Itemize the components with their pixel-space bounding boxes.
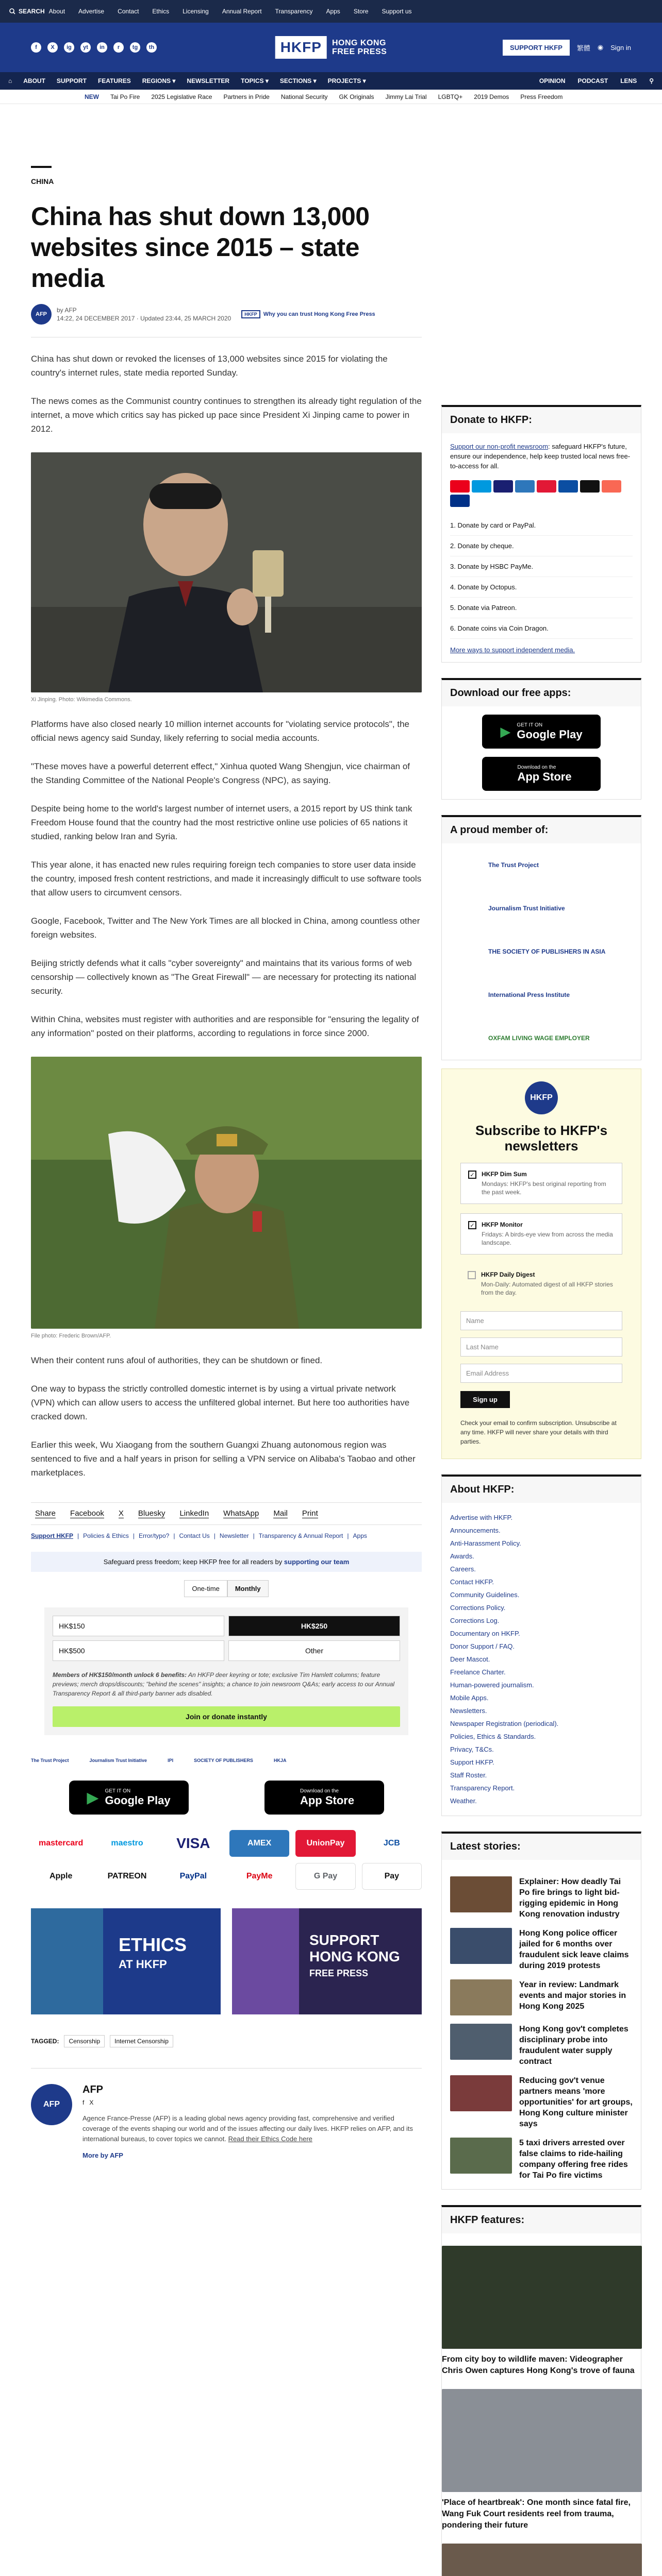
byline — [31, 304, 422, 325]
top-link-licensing[interactable]: Licensing — [183, 8, 209, 15]
x-icon[interactable]: X — [47, 42, 58, 53]
member-logo[interactable]: THE SOCIETY OF PUBLISHERS IN ASIA — [488, 948, 606, 955]
donate-box — [44, 1607, 408, 1735]
newsletter-signup-button[interactable]: Sign up — [460, 1391, 510, 1408]
about-list — [442, 1503, 641, 1816]
about-link[interactable]: Announcements. — [450, 1527, 501, 1534]
main-nav — [0, 72, 662, 90]
top-link-annual-report[interactable]: Annual Report — [222, 8, 262, 15]
top-link-store[interactable]: Store — [353, 8, 369, 15]
story-thumbnail[interactable] — [450, 1876, 512, 1912]
trust-link[interactable] — [241, 310, 375, 318]
sidebar-google-play[interactable]: ▶ GET IT ON Google Play — [482, 715, 601, 749]
nav-podcast[interactable]: PODCAST — [577, 77, 608, 84]
paypal-logo: PayPal — [163, 1863, 223, 1890]
hkfp-badge-icon: HKFP — [525, 1081, 558, 1114]
about-link[interactable]: Anti-Harassment Policy. — [450, 1539, 521, 1547]
about-link[interactable]: Contact HKFP. — [450, 1578, 494, 1586]
sidebar-app-store[interactable]: Download on the App Store — [482, 757, 601, 791]
latest-story[interactable] — [450, 1876, 633, 1920]
story-thumbnail[interactable] — [450, 1928, 512, 1964]
about-link[interactable]: Community Guidelines. — [450, 1591, 520, 1599]
checkbox-checked-icon[interactable]: ✓ — [468, 1171, 476, 1179]
nav-features[interactable]: FEATURES — [97, 77, 131, 84]
article-paragraph: China has shut down or revoked the licenses of 13,000 websites since 2015 for violating the country's internet rules, state media reported Sunday. — [31, 354, 388, 378]
nav-opinion[interactable]: OPINION — [539, 77, 566, 84]
unionpay-icon — [537, 480, 556, 493]
article-paragraph: When their content runs afoul of authorities, they can be shutdown or fined. — [31, 1355, 323, 1365]
sidebar — [441, 104, 641, 2576]
apple-pay-logo: Apple — [31, 1863, 91, 1890]
feature-image[interactable] — [442, 2389, 642, 2492]
about-link[interactable]: Privacy, T&Cs. — [450, 1745, 494, 1753]
story-title[interactable]: Reducing gov't venue partners means 'more opportunities' for art groups, Hong Kong culture minister says — [519, 2076, 633, 2128]
site-header — [0, 23, 662, 72]
instagram-icon[interactable]: ig — [64, 42, 74, 53]
amount-other[interactable]: Other — [228, 1640, 400, 1661]
feature-title[interactable]: From city boy to wildlife maven: Videographer Chris Owen captures Hong Kong's trove of fauna — [442, 2355, 635, 2375]
foot-link[interactable]: Policies & Ethics — [83, 1532, 129, 1539]
story-thumbnail[interactable] — [450, 1979, 512, 2015]
foot-link[interactable]: Contact Us — [179, 1532, 210, 1539]
article-main — [31, 104, 422, 2576]
reddit-icon[interactable]: r — [113, 42, 124, 53]
apple-pay-small-logo: Pay — [362, 1863, 422, 1890]
trending-item[interactable]: 2019 Demos — [474, 93, 509, 100]
article-date: 14:22, 24 DECEMBER 2017 · Updated 23:44, 25 MARCH 2020 — [57, 315, 231, 322]
apps-widget — [441, 678, 641, 800]
amex-icon — [515, 480, 535, 493]
about-link[interactable]: Mobile Apps. — [450, 1694, 489, 1702]
amount-option[interactable]: HK$150 — [53, 1616, 224, 1636]
app-store-badges — [31, 1781, 422, 1815]
feature-story[interactable] — [442, 2544, 641, 2576]
share-facebook[interactable]: Facebook — [70, 1509, 104, 1518]
donate-widget-link[interactable]: Support our non-profit newsroom — [450, 443, 549, 450]
top-link-apps[interactable]: Apps — [326, 8, 340, 15]
first-name-field[interactable]: Name — [460, 1311, 622, 1330]
about-link[interactable]: Staff Roster. — [450, 1771, 487, 1779]
trending-tag: NEW — [85, 93, 99, 100]
about-link[interactable]: Newspaper Registration (periodical). — [450, 1720, 559, 1727]
sign-in-link[interactable]: Sign in — [610, 43, 631, 52]
search-icon — [9, 8, 15, 14]
article-paragraph: Earlier this week, Wu Xiaogang from the southern Guangxi Zhuang autonomous region was sentenced to five and a half years in prison for selling a VPN service on Alibaba's Taobao and other marketplaces. — [31, 1440, 416, 1478]
features-list — [442, 2246, 641, 2576]
author-box — [31, 2068, 422, 2159]
donate-option[interactable]: 4. Donate by Octopus. — [450, 577, 633, 598]
promo-banners — [31, 1908, 422, 2014]
promo-title: SUPPORT HONG KONG — [309, 1932, 400, 1964]
article-foot-links: Support HKFP | Policies & Ethics | Error/typo? | Contact Us | Newsletter | Transparency & Annual Report | Apps — [31, 1532, 367, 1539]
top-link-ethics[interactable]: Ethics — [152, 8, 170, 15]
member-logo[interactable]: The Trust Project — [488, 861, 539, 869]
trending-item[interactable]: 2025 Legislative Race — [151, 93, 212, 100]
trending-item[interactable]: Partners in Pride — [223, 93, 270, 100]
amount-option-selected[interactable]: HK$250 — [228, 1616, 400, 1636]
soldier-photo — [31, 1057, 422, 1329]
member-logo[interactable]: OXFAM LIVING WAGE EMPLOYER — [488, 1035, 590, 1042]
header-actions — [503, 40, 631, 56]
feature-story[interactable] — [442, 2389, 641, 2531]
feature-image[interactable] — [442, 2246, 642, 2349]
app-store-badge[interactable]: Download on the App Store — [264, 1781, 384, 1815]
google-play-badge[interactable]: ▶ GET IT ON Google Play — [69, 1781, 189, 1815]
email-field[interactable]: Email Address — [460, 1364, 622, 1383]
paypal-icon — [450, 495, 470, 507]
about-link[interactable]: Corrections Log. — [450, 1617, 500, 1624]
latest-story[interactable] — [450, 2138, 633, 2181]
logo-mark: HKFP — [275, 36, 327, 59]
trending-item[interactable]: Jimmy Lai Trial — [385, 93, 427, 100]
support-promo[interactable] — [232, 1908, 422, 2014]
about-link[interactable]: Deer Mascot. — [450, 1655, 490, 1663]
foot-link[interactable]: Apps — [353, 1532, 367, 1539]
about-link[interactable]: Advertise with HKFP. — [450, 1514, 513, 1521]
about-link[interactable]: Transparency Report. — [450, 1784, 515, 1792]
partner-logo[interactable]: HKJA — [273, 1758, 287, 1763]
unionpay-logo: UnionPay — [295, 1830, 355, 1857]
author-avatar[interactable]: AFP — [31, 304, 52, 325]
amex-logo: AMEX — [229, 1830, 289, 1857]
telegram-icon[interactable]: tg — [130, 42, 140, 53]
xi-jinping-photo — [31, 452, 422, 692]
tags-row — [31, 2035, 422, 2047]
donate-option[interactable]: 6. Donate coins via Coin Dragon. — [450, 618, 633, 639]
partner-logo[interactable]: IPI — [168, 1758, 174, 1763]
features-widget-title: HKFP features: — [442, 2207, 641, 2233]
member-logo[interactable]: International Press Institute — [488, 991, 570, 998]
donate-options — [450, 515, 633, 639]
story-title[interactable]: Hong Kong police officer jailed for 6 months over fraudulent sick leave claims during 2019 protests — [519, 1929, 629, 1970]
donation-frequency — [31, 1580, 422, 1597]
top-bar — [0, 0, 662, 23]
jcb-logo: JCB — [362, 1830, 422, 1857]
nav-sections[interactable]: SECTIONS ▾ — [279, 77, 317, 84]
trending-item[interactable]: National Security — [280, 93, 328, 100]
about-link[interactable]: Documentary on HKFP. — [450, 1630, 520, 1637]
facebook-icon[interactable]: f — [31, 42, 41, 53]
article-paragraph: One way to bypass the strictly controlled domestic internet is by using a virtual private network (VPN) which can allow users to access the unfiltered global internet. But here too authorities have cracked down. — [31, 1384, 410, 1421]
share-x[interactable]: X — [118, 1509, 124, 1518]
donate-widget-text: Support our non-profit newsroom: safeguard HKFP's future, ensure our independence, help keep trusted local news free-to-access for all. — [450, 443, 631, 470]
about-link[interactable]: Newsletters. — [450, 1707, 487, 1715]
top-link-advertise[interactable]: Advertise — [78, 8, 105, 15]
title-rule — [31, 166, 52, 168]
share-print[interactable]: Print — [302, 1509, 318, 1518]
nav-regions[interactable]: REGIONS ▾ — [142, 77, 176, 84]
top-search[interactable] — [9, 8, 45, 15]
nav-topics[interactable]: TOPICS ▾ — [241, 77, 269, 84]
checkbox-unchecked-icon[interactable] — [468, 1271, 476, 1279]
partner-logo[interactable]: Journalism Trust Initiative — [89, 1758, 147, 1763]
author-social-icons[interactable]: f X — [82, 2099, 94, 2106]
about-link[interactable]: Freelance Charter. — [450, 1668, 506, 1676]
story-title[interactable]: Hong Kong gov't completes disciplinary probe into fraudulent water supply contract — [519, 2025, 628, 2066]
social-icons — [31, 42, 157, 53]
about-widget — [441, 1475, 641, 1816]
photo-illustration — [31, 1057, 422, 1329]
nav-support[interactable]: SUPPORT — [56, 77, 87, 84]
ethics-code-link[interactable]: Read their Ethics Code here — [228, 2135, 312, 2143]
join-donate-button[interactable]: Join or donate instantly — [53, 1706, 400, 1727]
newsletter-option[interactable]: ✓ HKFP Monitor Fridays: A birds-eye view from across the media landscape. — [460, 1213, 622, 1255]
more-ways-link[interactable]: More ways to support independent media. — [450, 646, 575, 654]
trending-item[interactable]: GK Originals — [339, 93, 374, 100]
newsletter-option[interactable]: HKFP Daily Digest Mon-Daily: Automated digest of all HKFP stories from the day. — [460, 1264, 622, 1304]
about-link[interactable]: Awards. — [450, 1552, 474, 1560]
article-paragraph: This year alone, it has enacted new rules requiring foreign tech companies to store user data inside the country, imposed fresh content restrictions, and made it increasingly difficult to use software tools that allow users to circumvent censors. — [31, 860, 422, 897]
trending-item[interactable]: Press Freedom — [520, 93, 563, 100]
about-link[interactable]: Policies, Ethics & Standards. — [450, 1733, 536, 1740]
promo-subtitle: FREE PRESS — [309, 1968, 369, 1978]
about-link[interactable]: Donor Support / FAQ. — [450, 1642, 515, 1650]
story-title[interactable]: Explainer: How deadly Tai Po fire brings to light bid-rigging epidemic in Hong Kong renovation industry — [519, 1877, 621, 1919]
donate-option[interactable]: 2. Donate by cheque. — [450, 536, 633, 556]
top-links — [49, 8, 412, 15]
donate-option[interactable]: 3. Donate by HSBC PayMe. — [450, 556, 633, 577]
story-title[interactable]: 5 taxi drivers arrested over false claims to ride-hailing company offering free rides for Tai Po fire victims — [519, 2139, 628, 2180]
features-widget — [441, 2205, 641, 2576]
partner-logo[interactable]: The Trust Project — [31, 1758, 69, 1763]
foot-link[interactable]: Error/typo? — [138, 1532, 170, 1539]
byline-meta — [57, 306, 231, 323]
patreon-logo: PATREON — [97, 1863, 157, 1890]
top-link-about[interactable]: About — [48, 8, 65, 15]
maestro-logo: maestro — [97, 1830, 157, 1857]
content-wrap — [0, 104, 662, 2576]
payme-logo: PayMe — [229, 1863, 289, 1890]
site-logo[interactable] — [275, 36, 387, 59]
play-icon: ▶ — [500, 723, 511, 739]
article-paragraph: Within China, websites must register with authorities and are responsible for "ensuring the legality of any information" posted on their platforms, according to regulations in force since 2000. — [31, 1014, 419, 1038]
trending-bar — [0, 90, 662, 104]
share-whatsapp[interactable]: WhatsApp — [223, 1509, 259, 1518]
author-box-name[interactable]: AFP — [82, 2084, 103, 2095]
article-paragraph: Beijing strictly defends what it calls "cyber sovereignty" and maintains that its various forms of web censorship — collectively known as "The Great Firewall" — are necessary for protecting its national security. — [31, 958, 417, 996]
donate-option[interactable]: 5. Donate via Patreon. — [450, 598, 633, 618]
share-bar — [31, 1502, 422, 1525]
author-bio: Agence France-Presse (AFP) is a leading global news agency providing fast, comprehensive and verified coverage of the events shaping our world and of the issues affecting our daily lives. HKFP relies on AFP, and its international bureaus, to cover topics we cannot. Read their Ethics Code here — [82, 2114, 413, 2143]
nav-newsletter[interactable]: NEWSLETTER — [187, 77, 230, 84]
author-box-avatar[interactable]: AFP — [31, 2084, 72, 2125]
latest-story[interactable] — [450, 1928, 633, 1971]
donate-widget — [441, 405, 641, 663]
nav-right — [539, 77, 654, 84]
story-thumbnail[interactable] — [450, 2075, 512, 2111]
newsletter-note: Check your email to confirm subscription. Unsubscribe at any time. HKFP will never share your details with third parties. — [460, 1419, 617, 1445]
maestro-icon — [472, 480, 491, 493]
about-link[interactable]: Support HKFP. — [450, 1758, 494, 1766]
photo-caption: File photo: Frederic Brown/AFP. — [31, 1333, 111, 1339]
google-pay-logo: G Pay — [295, 1863, 355, 1890]
top-link-support[interactable]: Support us — [382, 8, 412, 15]
article-paragraph: Platforms have also closed nearly 10 million internet accounts for "violating service protocols", the official news agency said Sunday, likely referring to social media accounts. — [31, 719, 409, 743]
last-name-field[interactable]: Last Name — [460, 1337, 622, 1357]
author-box-body — [82, 2084, 422, 2159]
foot-link[interactable]: Transparency & Annual Report — [258, 1532, 343, 1539]
tagged-label: TAGGED: — [31, 2038, 59, 2045]
jcb-icon — [558, 480, 578, 493]
payment-logos — [31, 1830, 422, 1890]
logo-text: HONG KONG FREE PRESS — [332, 39, 387, 56]
about-link[interactable]: Careers. — [450, 1565, 476, 1573]
newsletter-title: Subscribe to HKFP's newsletters — [475, 1123, 608, 1154]
story-title[interactable]: Year in review: Landmark events and major stories in Hong Kong 2025 — [519, 1980, 626, 2011]
top-link-transparency[interactable]: Transparency — [275, 8, 313, 15]
linkedin-icon[interactable]: in — [97, 42, 107, 53]
apps-widget-title: Download our free apps: — [442, 680, 641, 706]
nav-home-icon[interactable]: ⌂ — [8, 77, 12, 84]
photo-illustration — [31, 452, 422, 692]
donation-amounts — [53, 1616, 400, 1661]
trust-badge-icon: HKFP — [241, 310, 260, 318]
trust-text: Why you can trust Hong Kong Free Press — [263, 311, 375, 317]
latest-widget-title: Latest stories: — [442, 1834, 641, 1860]
promo-title: ETHICS — [119, 1934, 187, 1955]
youtube-icon[interactable]: yt — [80, 42, 91, 53]
about-widget-title: About HKFP: — [442, 1477, 641, 1503]
nav-lens[interactable]: LENS — [620, 77, 637, 84]
donate-band-text: Safeguard press freedom; keep HKFP free for all readers by — [103, 1558, 284, 1566]
newsletter-widget — [441, 1069, 641, 1459]
freq-one-time[interactable]: One-time — [184, 1580, 227, 1597]
about-link[interactable]: Human-powered journalism. — [450, 1681, 534, 1689]
share-bluesky[interactable]: Bluesky — [138, 1509, 166, 1518]
feature-title[interactable]: 'Place of heartbreak': One month since fatal fire, Wang Fuk Court residents reel from trauma, pondering their future — [442, 2498, 631, 2530]
story-thumbnail[interactable] — [450, 2024, 512, 2060]
tag-link[interactable]: Censorship — [64, 2035, 105, 2047]
latest-list — [442, 1860, 641, 2189]
threads-icon[interactable]: th — [146, 42, 157, 53]
photo-caption: Xi Jinping. Photo: Wikimedia Commons. — [31, 697, 132, 703]
donate-band — [31, 1552, 422, 1572]
latest-widget — [441, 1832, 641, 2190]
trending-item[interactable]: Tai Po Fire — [110, 93, 140, 100]
latest-story[interactable] — [450, 1979, 633, 2015]
member-logo[interactable]: Journalism Trust Initiative — [488, 905, 565, 912]
author-name[interactable]: by AFP — [57, 307, 77, 314]
share-mail[interactable]: Mail — [273, 1509, 288, 1518]
article-paragraph: The news comes as the Communist country continues to strengthen its already tight regulation of the internet, a move which critics say has picked up pace since President Xi Jinping came to power in 2012. — [31, 396, 422, 434]
nav-search-icon[interactable]: ⚲ — [649, 77, 654, 84]
freq-monthly[interactable]: Monthly — [227, 1580, 269, 1597]
member-widget — [441, 815, 641, 1060]
visa-logo: VISA — [163, 1830, 223, 1857]
mastercard-logo: mastercard — [31, 1830, 91, 1857]
card-logos — [450, 480, 633, 507]
member-widget-title: A proud member of: — [442, 817, 641, 843]
donate-widget-title: Donate to HKFP: — [442, 407, 641, 433]
story-thumbnail[interactable] — [450, 2138, 512, 2174]
mastercard-icon — [450, 480, 470, 493]
nav-about[interactable]: ABOUT — [23, 77, 45, 84]
foot-link[interactable]: Newsletter — [219, 1532, 249, 1539]
nav-projects[interactable]: PROJECTS ▾ — [327, 77, 366, 84]
promo-subtitle: AT HKFP — [119, 1958, 167, 1971]
play-icon: ▶ — [87, 1789, 99, 1806]
more-by-author-link[interactable]: More by AFP — [82, 2151, 123, 2159]
partner-logo[interactable]: SOCIETY OF PUBLISHERS — [194, 1758, 253, 1763]
article-paragraph: Despite being home to the world's largest number of internet users, a 2015 report by US think tank Freedom House found that the country had the most restrictive online use policies of 65 nations it studied, ranking below Iran and Syria. — [31, 804, 412, 841]
language-toggle[interactable]: 繁體 — [576, 44, 590, 52]
share-button[interactable]: Share — [35, 1509, 56, 1518]
latest-story[interactable] — [450, 2024, 633, 2067]
newsletter-option[interactable]: ✓ HKFP Dim Sum Mondays: HKFP's best original reporting from the past week. — [460, 1163, 622, 1204]
visa-icon — [493, 480, 513, 493]
latest-story[interactable] — [450, 2075, 633, 2129]
share-linkedin[interactable]: LinkedIn — [179, 1509, 209, 1518]
ethics-promo[interactable] — [31, 1908, 221, 2014]
about-link[interactable]: Corrections Policy. — [450, 1604, 506, 1612]
feature-story[interactable] — [442, 2246, 641, 2377]
partner-logos — [31, 1758, 422, 1763]
foot-link[interactable]: Support HKFP — [31, 1532, 73, 1539]
patreon-icon — [602, 480, 621, 493]
tag-link[interactable]: Internet Censorship — [110, 2035, 173, 2047]
amount-option[interactable]: HK$500 — [53, 1640, 224, 1661]
article-paragraph: Google, Facebook, Twitter and The New York Times are all blocked in China, among countless other foreign websites. — [31, 916, 420, 940]
user-icon[interactable]: ◉ — [597, 43, 604, 51]
checkbox-checked-icon[interactable]: ✓ — [468, 1221, 476, 1229]
article-headline: China has shut down 13,000 websites since 2015 – state media — [31, 202, 370, 293]
about-link[interactable]: Weather. — [450, 1797, 477, 1805]
support-hkfp-button[interactable]: SUPPORT HKFP — [503, 40, 570, 56]
search-label: SEARCH — [19, 8, 45, 15]
member-benefits: Members of HK$150/month unlock 6 benefits: An HKFP deer keyring or tote; exclusive Tim Hamlett columns; feature previews; merch drops/discounts; "behind the scenes" insights; a chance to join newsroom Q&As; early access to our Annual Transparency Report & all third-party banner ads disabled. — [53, 1671, 395, 1697]
donate-band-link[interactable]: supporting our team — [284, 1558, 350, 1566]
top-link-contact[interactable]: Contact — [118, 8, 139, 15]
article-paragraph: "These moves have a powerful deterrent effect," Xinhua quoted Wang Shengjun, vice chairman of the Standing Committee of the National People's Congress (NPC), as saying. — [31, 761, 410, 785]
article-category[interactable]: CHINA — [31, 177, 54, 185]
applepay-icon — [580, 480, 600, 493]
donate-option[interactable]: 1. Donate by card or PayPal. — [450, 515, 633, 536]
feature-image[interactable] — [442, 2544, 642, 2576]
trending-item[interactable]: LGBTQ+ — [438, 93, 463, 100]
